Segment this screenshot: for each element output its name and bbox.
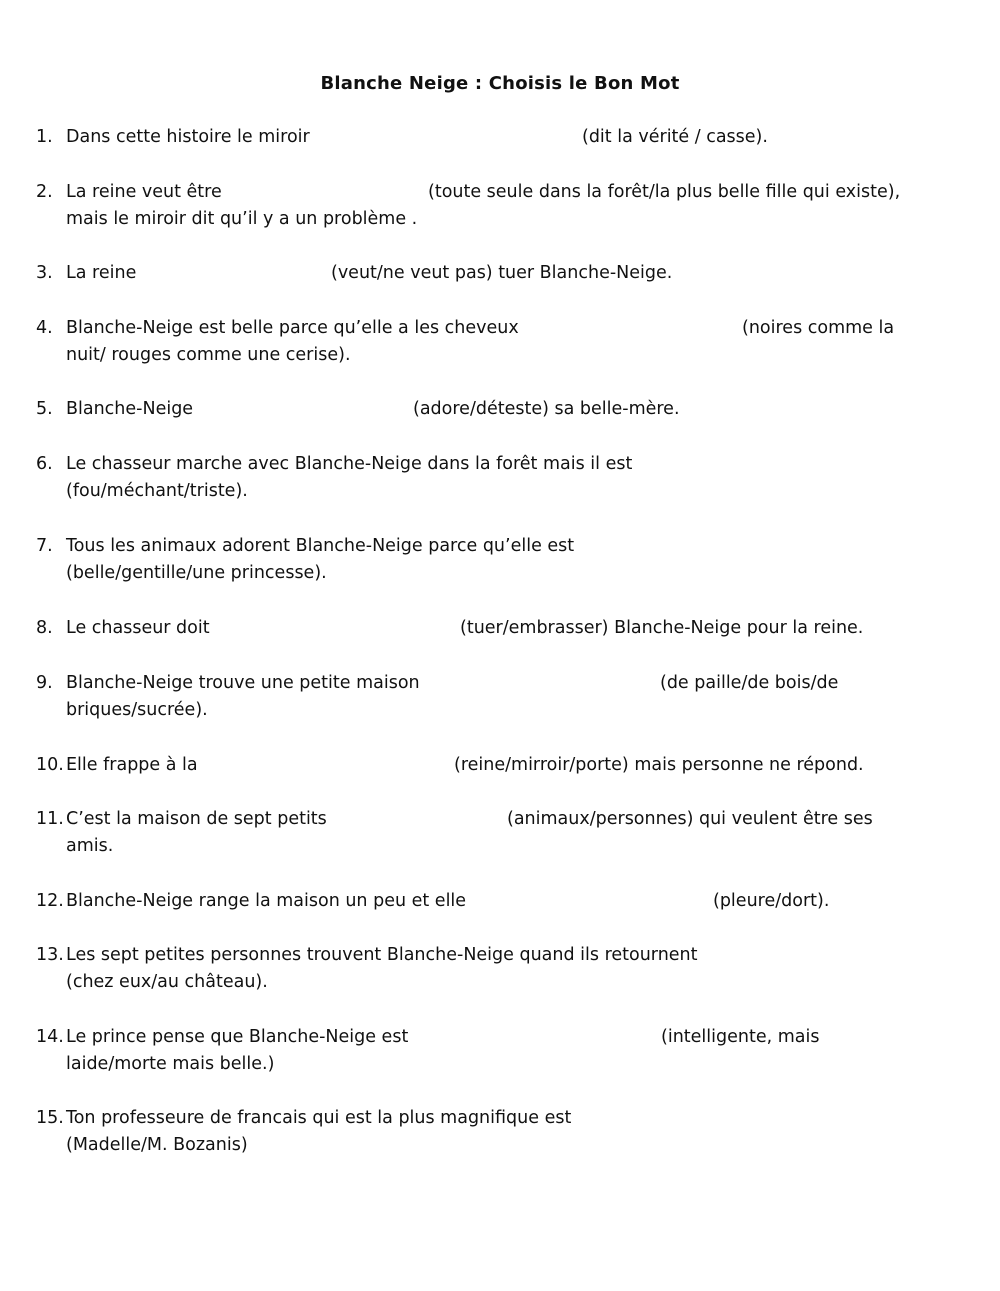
answer-choices: (Madelle/M. Bozanis)	[66, 1135, 248, 1155]
answer-choices-continued: briques/sucrée).	[66, 700, 208, 720]
question-text: Le prince pense que Blanche-Neige est	[66, 1027, 409, 1047]
answer-choices: (belle/gentille/une princesse).	[66, 563, 327, 583]
question-text-continued: amis.	[66, 836, 114, 856]
question-text: Blanche-Neige range la maison un peu et elle	[66, 891, 467, 911]
question-number: 4.	[36, 318, 53, 338]
question-number: 2.	[36, 182, 53, 202]
answer-choices: (animaux/personnes) qui veulent être ses	[507, 809, 873, 829]
question-number: 5.	[36, 399, 53, 419]
question-text: Dans cette histoire le miroir	[66, 127, 310, 147]
question-number: 8.	[36, 618, 53, 638]
page-title: Blanche Neige : Choisis le Bon Mot	[320, 73, 680, 94]
question-number: 15.	[36, 1108, 64, 1128]
answer-choices: (de paille/de bois/de	[660, 673, 839, 693]
answer-choices: (noires comme la	[742, 318, 895, 338]
question-number: 9.	[36, 673, 53, 693]
question-number: 13.	[36, 945, 64, 965]
question-text: Le chasseur marche avec Blanche-Neige dans la forêt mais il est	[66, 454, 633, 474]
question-number: 7.	[36, 536, 53, 556]
question-text: Elle frappe à la	[66, 755, 198, 775]
answer-choices: (chez eux/au château).	[66, 972, 268, 992]
question-text: Blanche-Neige est belle parce qu’elle a les cheveux	[66, 318, 519, 338]
question-number: 11.	[36, 809, 64, 829]
question-text-continued: mais le miroir dit qu’il y a un problème .	[66, 209, 418, 229]
question-number: 10.	[36, 755, 64, 775]
question-number: 3.	[36, 263, 53, 283]
answer-choices-continued: nuit/ rouges comme une cerise).	[66, 345, 351, 365]
question-text: Tous les animaux adorent Blanche-Neige parce qu’elle est	[66, 536, 575, 556]
question-text: Les sept petites personnes trouvent Blanche-Neige quand ils retournent	[66, 945, 698, 965]
question-number: 6.	[36, 454, 53, 474]
question-text: C’est la maison de sept petits	[66, 809, 327, 829]
answer-choices: (adore/déteste) sa belle-mère.	[413, 399, 680, 419]
answer-choices: (tuer/embrasser) Blanche-Neige pour la reine.	[460, 618, 864, 638]
question-text: La reine veut être	[66, 182, 222, 202]
answer-choices: (reine/mirroir/porte) mais personne ne répond.	[454, 755, 864, 775]
question-text: La reine	[66, 263, 137, 283]
answer-choices: (intelligente, mais	[661, 1027, 820, 1047]
answer-choices: (pleure/dort).	[713, 891, 830, 911]
answer-choices-continued: laide/morte mais belle.)	[66, 1054, 275, 1074]
answer-choices: (toute seule dans la forêt/la plus belle fille qui existe),	[428, 182, 901, 202]
question-text: Blanche-Neige trouve une petite maison	[66, 673, 420, 693]
question-number: 14.	[36, 1027, 64, 1047]
question-number: 1.	[36, 127, 53, 147]
question-text: Le chasseur doit	[66, 618, 210, 638]
question-text: Blanche-Neige	[66, 399, 194, 419]
answer-choices: (dit la vérité / casse).	[582, 127, 768, 147]
question-text: Ton professeure de francais qui est la plus magnifique est	[66, 1108, 572, 1128]
answer-choices: (fou/méchant/triste).	[66, 481, 248, 501]
answer-choices: (veut/ne veut pas) tuer Blanche-Neige.	[331, 263, 673, 283]
question-number: 12.	[36, 891, 64, 911]
